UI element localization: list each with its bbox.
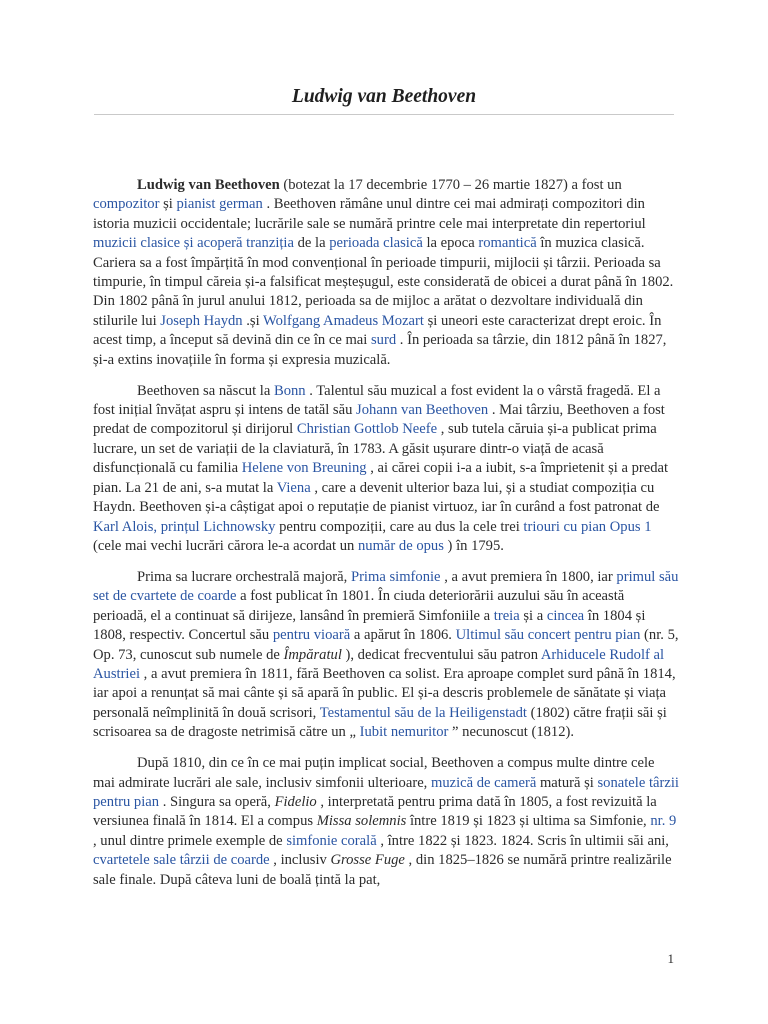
- text-run: , a avut premiera în 1811, fără Beethoven ca solist. Era aproape complet surd până în 1814, iar apoi a renunțat să mai cânte și să apară în public. El și-a descris problemele de sănătate și viața personală neîmplinită în două scrisori,: [93, 665, 676, 721]
- text-run: (cele mai vechi lucrări cărora le-a acordat un: [93, 537, 358, 554]
- wiki-link[interactable]: romantică: [478, 235, 537, 252]
- wiki-link[interactable]: Christian Gottlob Neefe: [296, 421, 438, 438]
- wiki-link[interactable]: număr de opus: [357, 537, 444, 554]
- text-run: (1802) către frații săi și scrisoarea sa de dragoste netrimisă către un „: [93, 704, 667, 741]
- wiki-link[interactable]: muzicii clasice și acoperă tranziția: [93, 235, 294, 252]
- text-run: ” necunoscut (1812).: [448, 724, 575, 741]
- italic-title: Fidelio: [274, 793, 317, 810]
- text-run: a fost publicat în 1801. În ciuda deteriorării auzului său în această perioadă, el a continuat să dirijeze, lansând în premieră Simfoniile a: [93, 588, 625, 624]
- text-run: matură și: [536, 774, 598, 791]
- text-run: . Talentul său muzical a fost evident la o vârstă fragedă. El a fost inițial învățat aspru și intens de tatăl său: [93, 382, 661, 419]
- text-run: în muzica clasică. Cariera sa a fost împărțită în mod convențional în perioade timpurii, mijlocii și târzii. Perioada sa timpurie, în timpul căreia și-a falsificat meșteșugul, este considerată de obicei a durat până în 1802. Din 1802 până în jurul anului 1812, perioada sa de mijloc a arătat o dezvoltare individuală din stilurile lui: [93, 235, 674, 329]
- text-run: la epoca: [422, 235, 479, 252]
- paragraph: [93, 176, 679, 370]
- wiki-link[interactable]: Iubit nemuritor: [359, 724, 449, 741]
- wiki-link[interactable]: cvartetele sale târzii de coarde: [93, 852, 270, 869]
- paragraph: [93, 382, 679, 557]
- wiki-link[interactable]: Prima simfonie: [350, 568, 441, 585]
- wiki-link[interactable]: pianist german: [176, 196, 263, 213]
- text-run: în 1804 și 1808, respectiv. Concertul său: [93, 607, 646, 644]
- wiki-link[interactable]: Helene von Breuning: [241, 460, 367, 477]
- text-run: ), dedicat frecventului său patron: [341, 646, 541, 663]
- text-run: , ai cărei copii i-a a iubit, s-a împrietenit și a predat pian. La 21 de ani, s-a mutat la: [93, 460, 669, 496]
- text-run: Beethoven sa născut la: [137, 382, 274, 399]
- title-divider: [94, 114, 674, 115]
- wiki-link[interactable]: compozitor: [93, 196, 160, 213]
- wiki-link[interactable]: cincea: [546, 607, 585, 624]
- text-run: , care a devenit ulterior baza lui, și a studiat compoziția cu Haydn. Beethoven și-a câștigat apoi o reputație de pianist virtuoz, iar în curând a fost patronat de: [93, 479, 660, 516]
- wiki-link[interactable]: primul său set de cvartete de coarde: [93, 568, 679, 605]
- document-title: Ludwig van Beethoven: [291, 86, 477, 107]
- text-run: între 1819 și 1823 și ultima sa Simfonie,: [406, 813, 651, 830]
- wiki-link[interactable]: nr. 9: [650, 813, 677, 830]
- text-run: și: [159, 196, 177, 213]
- text-run: , din 1825–1826 se numără printre realizările sale finale. După câteva luni de boală țintă la pat,: [93, 852, 672, 888]
- text-run: , între 1822 și 1823. 1824. Scris în ultimii săi ani,: [376, 832, 669, 849]
- wiki-link[interactable]: sonatele târzii pentru pian: [93, 774, 679, 810]
- subject-name: Ludwig van Beethoven: [137, 177, 280, 193]
- text-run: (nr. 5, Op. 73, cunoscut sub numele de: [93, 627, 679, 663]
- wiki-link[interactable]: Karl Alois, prințul Lichnowsky: [93, 518, 276, 535]
- text-run: . Singura sa operă,: [159, 793, 275, 810]
- wiki-link[interactable]: Joseph Haydn: [160, 312, 243, 329]
- wiki-link[interactable]: treia: [493, 607, 520, 624]
- text-run: .și: [242, 312, 264, 329]
- text-run: pentru compoziții, care au dus la cele trei: [275, 518, 524, 535]
- text-run: a apărut în 1806.: [350, 627, 456, 644]
- wiki-link[interactable]: muzică de cameră: [430, 774, 537, 791]
- text-run: ) în 1795.: [443, 537, 504, 554]
- wiki-link[interactable]: Johann van Beethoven: [356, 402, 489, 419]
- wiki-link[interactable]: Wolfgang Amadeus Mozart: [263, 312, 424, 329]
- wiki-link[interactable]: Viena: [276, 479, 311, 496]
- text-run: și uneori este caracterizat drept eroic. În acest timp, a început să devină din ce în ce mai: [93, 312, 662, 349]
- text-run: , interpretată pentru prima dată în 1805, a fost revizuită la versiunea finală în 1814. El a compus: [93, 793, 657, 830]
- italic-title: Împăratul: [283, 646, 342, 663]
- text-run: , unul dintre primele exemple de: [93, 832, 287, 849]
- wiki-link[interactable]: Testamentul său de la Heiligenstadt: [319, 704, 527, 721]
- wiki-link[interactable]: Ultimul său concert pentru pian: [455, 627, 641, 644]
- text-run: și a: [519, 607, 547, 624]
- text-run: . În perioada sa târzie, din 1812 până în 1827, și-a extins inovațiile în forma și expresia muzicală.: [93, 332, 667, 368]
- italic-title: Grosse Fuge: [330, 852, 405, 869]
- text-run: (botezat la 17 decembrie 1770 – 26 martie 1827) a fost un: [279, 177, 622, 193]
- wiki-link[interactable]: simfonie corală: [286, 832, 377, 849]
- document-body: [93, 176, 679, 902]
- wiki-link[interactable]: pentru vioară: [272, 627, 351, 644]
- paragraph: [93, 568, 679, 743]
- wiki-link[interactable]: Bonn: [273, 382, 306, 399]
- text-run: După 1810, din ce în ce mai puțin implicat social, Beethoven a compus multe dintre cele mai admirate lucrări ale sale, inclusiv simfonii ulterioare,: [93, 755, 655, 791]
- text-run: Prima sa lucrare orchestrală majoră,: [137, 568, 351, 585]
- wiki-link[interactable]: triouri cu pian Opus 1: [523, 518, 652, 535]
- text-run: , inclusiv: [269, 852, 331, 869]
- wiki-link[interactable]: Arhiducele Rudolf al Austriei: [93, 646, 665, 682]
- wiki-link[interactable]: surd: [371, 332, 397, 349]
- paragraph: [93, 754, 679, 890]
- page-number: 1: [667, 951, 674, 966]
- text-run: . Mai târziu, Beethoven a fost predat de compozitorul și dirijorul: [93, 402, 665, 438]
- text-run: . Beethoven rămâne unul dintre cei mai admirați compozitori din istoria muzicii occidentale; lucrările sale se numără printre cele mai interpretate din repertoriul: [93, 196, 646, 232]
- text-run: , sub tutela căruia și-a publicat prima lucrare, un set de variații de la claviatură, în 1783. A găsit ușurare dintr-o viață de acasă disfuncțională cu familia: [93, 421, 657, 477]
- italic-title: Missa solemnis: [316, 813, 407, 830]
- wiki-link[interactable]: perioada clasică: [329, 235, 423, 252]
- text-run: de la: [293, 235, 330, 252]
- text-run: , a avut premiera în 1800, iar: [440, 568, 617, 585]
